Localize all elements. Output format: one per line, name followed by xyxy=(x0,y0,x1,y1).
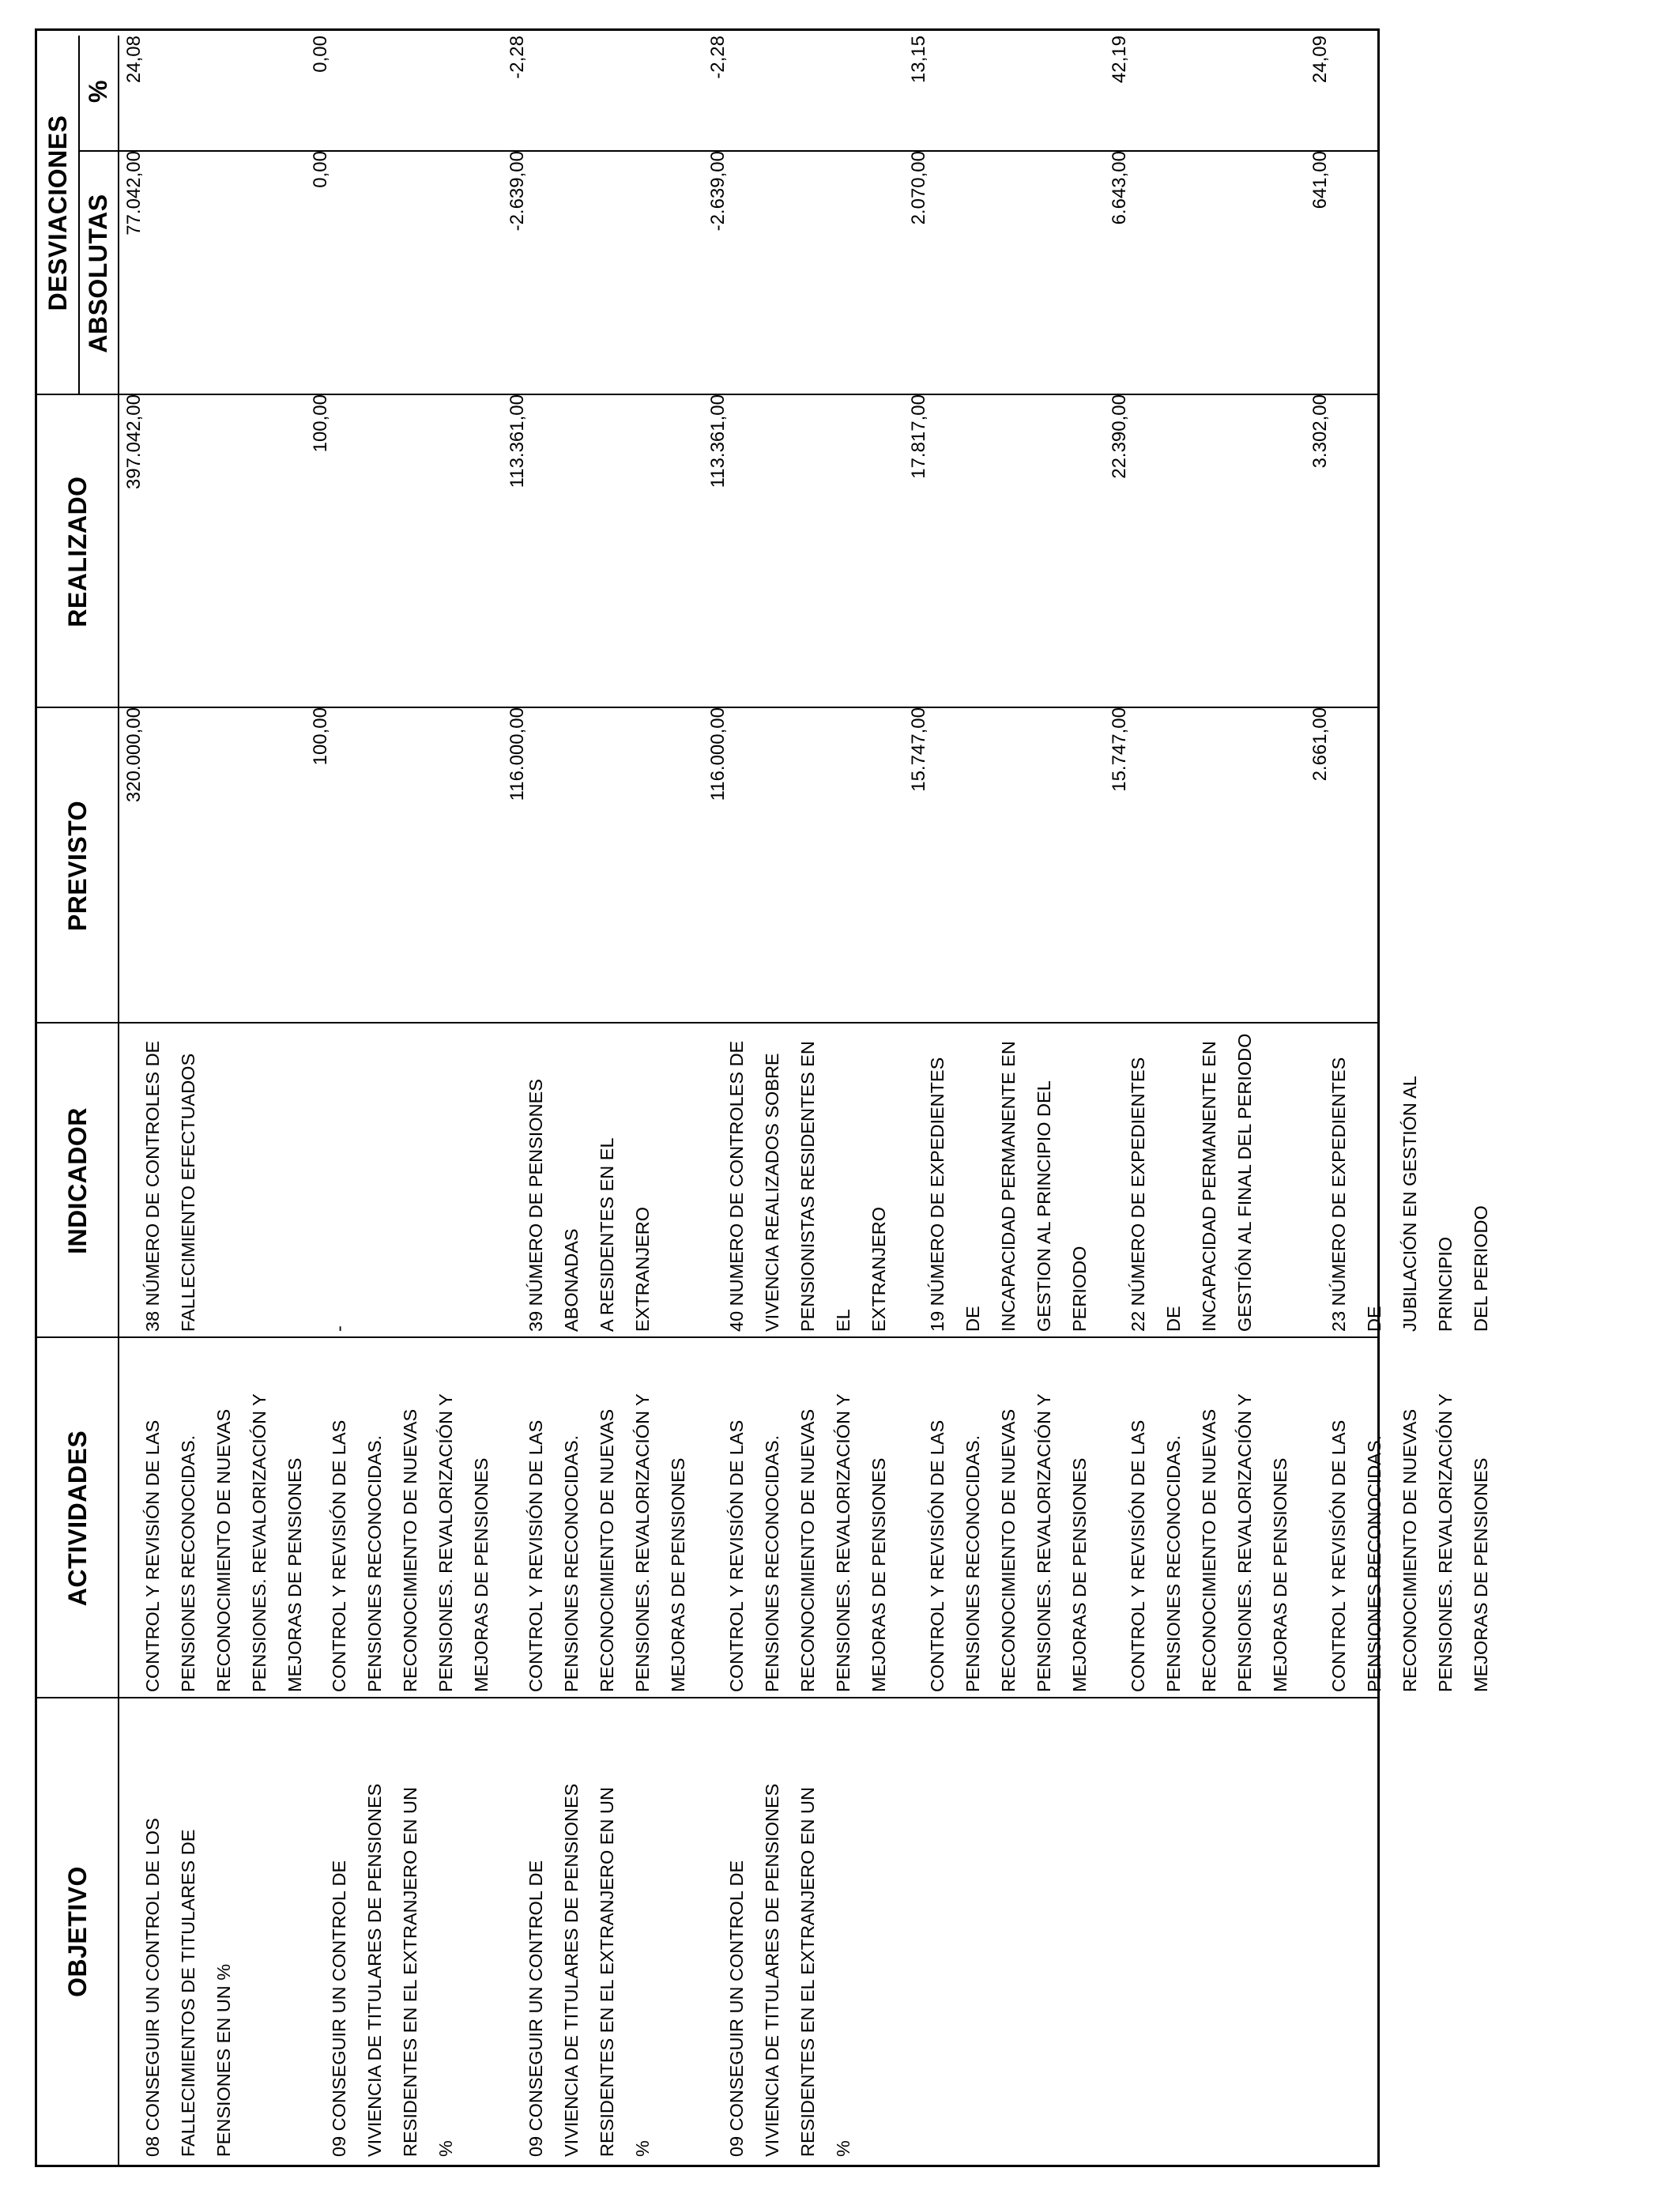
header-objetivo: OBJETIVO xyxy=(62,1866,92,1997)
cell-realizado: 17.817,00 xyxy=(908,394,929,479)
cell-porcentaje: 24,09 xyxy=(1309,36,1331,84)
cell-realizado: 113.361,00 xyxy=(707,394,729,488)
cell-actividades: CONTROL Y REVISIÓN DE LAS PENSIONES RECONOCIDAS. RECONOCIMIENTO DE NUEVAS PENSIONES. REVALORIZACIÓN Y MEJORAS DE PENSIONES xyxy=(1328,1393,1491,1692)
cell-objetivo: 09 CONSEGUIR UN CONTROL DE VIVIENCIA DE TITULARES DE PENSIONES RESIDENTES EN EL EXTRANJERO EN UN % xyxy=(726,1783,853,2157)
cell-actividades: CONTROL Y REVISIÓN DE LAS PENSIONES RECONOCIDAS. RECONOCIMIENTO DE NUEVAS PENSIONES. REVALORIZACIÓN Y MEJORAS DE PENSIONES xyxy=(927,1393,1090,1692)
cell-realizado: 100,00 xyxy=(310,394,331,453)
cell-absolutas: -2.639,00 xyxy=(707,151,729,232)
cell-porcentaje: 24,08 xyxy=(123,36,145,84)
header-absolutas: ABSOLUTAS xyxy=(83,194,112,353)
cell-absolutas: 641,00 xyxy=(1309,151,1331,209)
cell-realizado: 22.390,00 xyxy=(1109,394,1130,479)
header-realizado: REALIZADO xyxy=(62,476,92,628)
header-porcentaje: % xyxy=(83,80,112,103)
cell-indicador: 19 NÚMERO DE EXPEDIENTES DE INCAPACIDAD PERMANENTE EN GESTION AL PRINCIPIO DEL PERIODO xyxy=(927,1041,1090,1332)
cell-porcentaje: 0,00 xyxy=(310,36,331,73)
cell-absolutas: 2.070,00 xyxy=(908,151,929,225)
column-divider xyxy=(37,1697,1377,1698)
header-indicador: INDICADOR xyxy=(62,1107,92,1254)
cell-previsto: 2.661,00 xyxy=(1309,707,1331,782)
cell-objetivo: 09 CONSEGUIR UN CONTROL DE VIVIENCIA DE TITULARES DE PENSIONES RESIDENTES EN EL EXTRANJERO EN UN % xyxy=(525,1783,653,2157)
cell-porcentaje: -2,28 xyxy=(707,36,729,79)
desviaciones-underline xyxy=(78,36,80,395)
header-separator-line xyxy=(118,36,119,2165)
cell-previsto: 100,00 xyxy=(310,707,331,766)
column-divider xyxy=(37,1336,1377,1338)
cell-absolutas: 6.643,00 xyxy=(1109,151,1130,225)
cell-actividades: CONTROL Y REVISIÓN DE LAS PENSIONES RECONOCIDAS. RECONOCIMIENTO DE NUEVAS PENSIONES. REVALORIZACIÓN Y MEJORAS DE PENSIONES xyxy=(726,1393,889,1692)
cell-previsto: 116.000,00 xyxy=(707,707,729,801)
cell-porcentaje: 42,19 xyxy=(1109,36,1130,84)
column-divider xyxy=(37,1022,1377,1023)
cell-previsto: 320.000,00 xyxy=(123,707,145,803)
cell-realizado: 3.302,00 xyxy=(1309,394,1331,469)
cell-absolutas: -2.639,00 xyxy=(507,151,528,232)
indicator-table xyxy=(35,28,1491,2167)
header-desviaciones: DESVIACIONES xyxy=(43,115,72,311)
cell-porcentaje: -2,28 xyxy=(507,36,528,79)
cell-indicador: - xyxy=(329,1325,349,1332)
cell-indicador: 22 NÚMERO DE EXPEDIENTES DE INCAPACIDAD PERMANENTE EN GESTIÓN AL FINAL DEL PERIODO xyxy=(1128,1033,1255,1332)
cell-indicador: 39 NÚMERO DE PENSIONES ABONADAS A RESIDENTES EN EL EXTRANJERO xyxy=(525,1079,653,1332)
cell-indicador: 23 NÚMERO DE EXPEDIENTES DE JUBILACIÓN EN GESTIÓN AL PRINCIPIO DEL PERIODO xyxy=(1328,1057,1491,1332)
cell-actividades: CONTROL Y REVISIÓN DE LAS PENSIONES RECONOCIDAS. RECONOCIMIENTO DE NUEVAS PENSIONES. REVALORIZACIÓN Y MEJORAS DE PENSIONES xyxy=(142,1393,305,1692)
cell-indicador: 40 NUMERO DE CONTROLES DE VIVENCIA REALIZADOS SOBRE PENSIONISTAS RESIDENTES EN EL EXTRANJERO xyxy=(726,1040,889,1332)
cell-realizado: 113.361,00 xyxy=(507,394,528,488)
cell-absolutas: 0,00 xyxy=(310,151,331,188)
cell-indicador: 38 NÚMERO DE CONTROLES DE FALLECIMIENTO EFECTUADOS xyxy=(142,1040,198,1332)
cell-objetivo: 09 CONSEGUIR UN CONTROL DE VIVIENCIA DE TITULARES DE PENSIONES RESIDENTES EN EL EXTRANJERO EN UN % xyxy=(329,1783,456,2157)
cell-previsto: 116.000,00 xyxy=(507,707,528,801)
cell-objetivo: 08 CONSEGUIR UN CONTROL DE LOS FALLECIMIENTOS DE TITULARES DE PENSIONES EN UN % xyxy=(142,1818,234,2157)
cell-actividades: CONTROL Y REVISIÓN DE LAS PENSIONES RECONOCIDAS. RECONOCIMIENTO DE NUEVAS PENSIONES. REVALORIZACIÓN Y MEJORAS DE PENSIONES xyxy=(329,1393,492,1692)
cell-previsto: 15.747,00 xyxy=(1109,707,1130,792)
cell-absolutas: 77.042,00 xyxy=(123,151,145,236)
cell-actividades: CONTROL Y REVISIÓN DE LAS PENSIONES RECONOCIDAS. RECONOCIMIENTO DE NUEVAS PENSIONES. REVALORIZACIÓN Y MEJORAS DE PENSIONES xyxy=(525,1393,688,1692)
cell-actividades: CONTROL Y REVISIÓN DE LAS PENSIONES RECONOCIDAS. RECONOCIMIENTO DE NUEVAS PENSIONES. REVALORIZACIÓN Y MEJORAS DE PENSIONES xyxy=(1128,1393,1290,1692)
cell-realizado: 397.042,00 xyxy=(123,394,145,490)
header-actividades: ACTIVIDADES xyxy=(62,1430,92,1607)
cell-porcentaje: 13,15 xyxy=(908,36,929,84)
header-previsto: PREVISTO xyxy=(62,800,92,932)
cell-previsto: 15.747,00 xyxy=(908,707,929,792)
